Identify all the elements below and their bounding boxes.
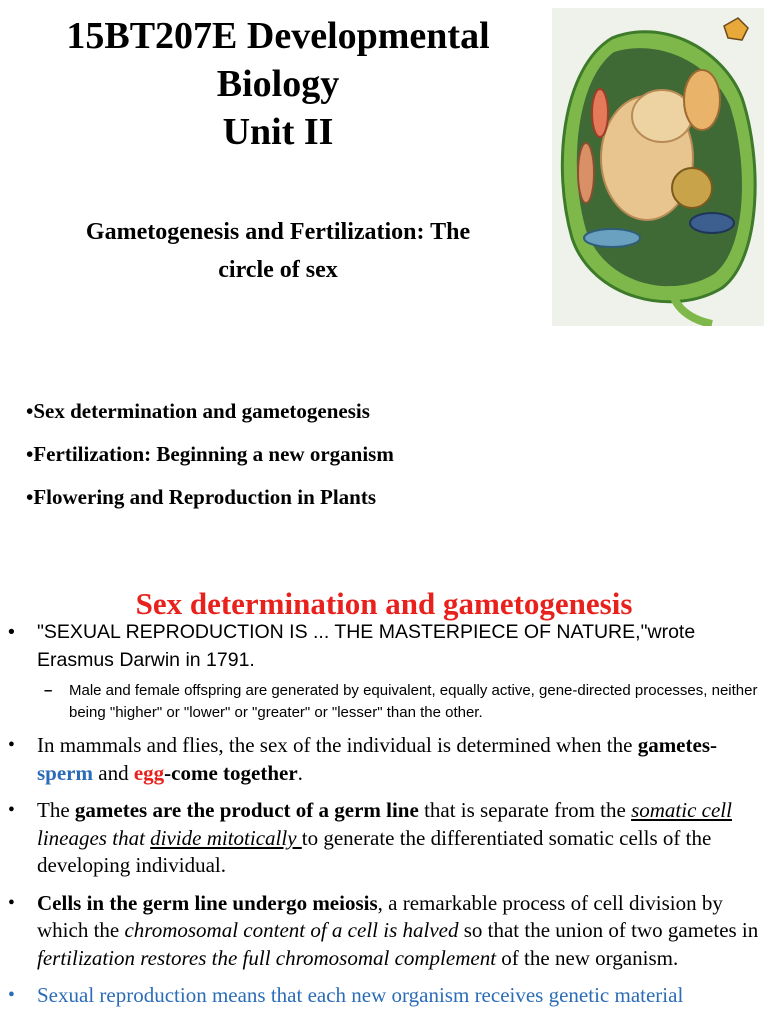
- topic-item: •Flowering and Reproduction in Plants: [26, 485, 377, 509]
- bullet-text-part: to generate the differentiated somatic cells of the developing individual.: [37, 825, 712, 877]
- topic-item: •Sex determination and gametogenesis: [26, 399, 370, 423]
- bullet-sexual-reproduction: [0, 982, 768, 1010]
- topic-item: •Fertilization: Beginning a new organism: [26, 442, 394, 466]
- bullet-text-bold: -come together: [164, 760, 298, 785]
- bullet-dot: •: [8, 621, 15, 643]
- bullet-germ-line: [0, 797, 768, 880]
- bullet-dot: •: [8, 735, 15, 756]
- bullet-text-part: that is separate from the: [418, 798, 632, 822]
- bullet-text-part: , a remarkable process of cell division by which the: [37, 890, 723, 942]
- section-heading: Sex determination and gametogenesis: [135, 586, 633, 621]
- slide-title: [10, 12, 546, 156]
- title-line-2: Biology: [216, 63, 340, 105]
- bullet-text-bold: Cells in the germ line undergo meiosis: [37, 890, 378, 915]
- bullet-text-part: .: [297, 760, 303, 785]
- bullet-text-bold: gametes are the product of a germ line: [74, 798, 419, 822]
- bullet-dot: •: [8, 892, 15, 914]
- topic-list: [26, 393, 394, 522]
- sub-bullet-text: Male and female offspring are generated by equivalent, equally active, gene-directed processes, neither being "higher" or "lower" or "greater" or "lesser" than the other.: [69, 682, 758, 721]
- bullet-text-italic: chromosomal content of a cell is halved: [124, 918, 459, 942]
- title-line-3: Unit II: [222, 111, 334, 153]
- bullet-text-part: The: [37, 798, 75, 822]
- bullet-text-bold: gametes-: [637, 733, 717, 757]
- bullet-meiosis: [0, 890, 768, 973]
- bullet-dot: •: [8, 985, 15, 1006]
- section-body: [0, 619, 768, 1010]
- sperm-label: sperm: [37, 760, 93, 785]
- sub-bullet-dash: –: [44, 682, 53, 699]
- bullet-text-italic: fertilization restores the full chromosomal complement: [37, 945, 497, 970]
- bullet-text-underlined: divide mitotically: [150, 825, 302, 850]
- bullet-text-part: In mammals and flies, the sex of the individual is determined when the: [37, 733, 638, 757]
- sub-bullet-equivalence: [0, 680, 768, 724]
- embryo-development-circle-illustration: [552, 8, 764, 326]
- bullet-dot: •: [8, 800, 15, 821]
- bullet-sex-determination: [0, 732, 768, 787]
- bullet-text: Sexual reproduction means that each new organism receives genetic material: [37, 983, 684, 1007]
- bullet-darwin-quote: [0, 619, 768, 674]
- subtitle-line-2: circle of sex: [218, 257, 338, 283]
- title-line-1: 15BT207E Developmental: [66, 15, 490, 57]
- subtitle-line-1: Gametogenesis and Fertilization: The: [85, 219, 471, 245]
- bullet-text: "SEXUAL REPRODUCTION IS ... THE MASTERPIECE OF NATURE,"wrote Erasmus Darwin in 1791.: [37, 621, 696, 671]
- slide-subtitle: [10, 213, 546, 289]
- bullet-text-underlined: somatic cell: [631, 798, 732, 822]
- bullet-text-part: and: [93, 760, 134, 785]
- egg-label: egg: [133, 760, 165, 785]
- bullet-text-part: of the new organism.: [496, 945, 679, 970]
- bullet-text-part: so that the union of two gametes in: [458, 918, 759, 942]
- bullet-text-italic: lineages that: [37, 825, 151, 850]
